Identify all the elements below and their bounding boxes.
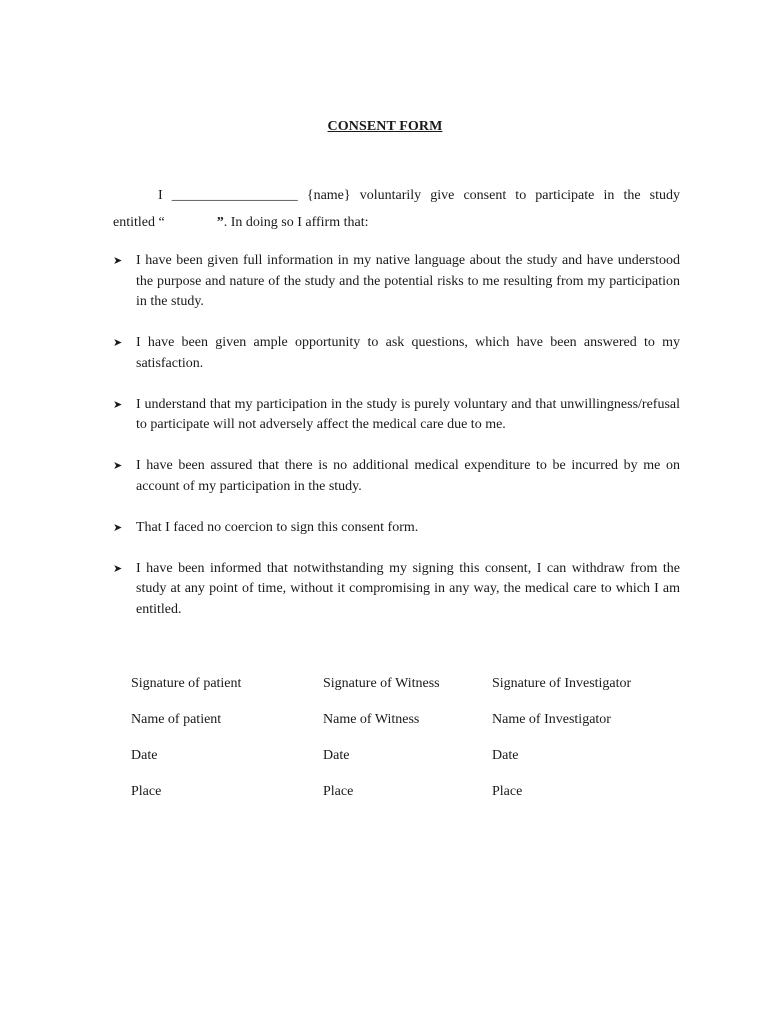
list-item-text: I have been assured that there is no additional medical expenditure to be incurred by me on account of my participation in the study. [136, 458, 680, 494]
arrow-bullet-icon: ➤ [113, 520, 123, 534]
arrow-bullet-icon: ➤ [113, 336, 123, 349]
list-item-text: I have been informed that notwithstanding my signing this consent, I can withdraw from the study at any point of time, without it compromising in any way, the medical care to which I am entitled. [136, 560, 680, 617]
witness-signature-label: Signature of Witness [323, 676, 440, 691]
arrow-bullet-icon: ➤ [113, 459, 123, 472]
witness-name-label: Name of Witness [323, 712, 420, 727]
investigator-date-label: Date [492, 748, 519, 763]
list-item [113, 395, 680, 436]
investigator-signature-label: Signature of Investigator [492, 676, 632, 691]
arrow-bullet-icon: ➤ [113, 397, 123, 411]
list-item-text: I have been given full information in my native language about the study and have understood the purpose and nature of the study and the potential risks to me resulting from my participation in the study. [136, 253, 680, 309]
list-item [113, 456, 680, 497]
patient-date-label: Date [131, 748, 158, 763]
arrow-bullet-icon: ➤ [113, 561, 123, 575]
witness-place-label: Place [323, 784, 354, 799]
list-item-text: I understand that my participation in the study is purely voluntary and that unwillingness/refusal to participate will not adversely affect the medical care due to me. [136, 396, 680, 432]
investigator-place-label: Place [492, 784, 523, 799]
list-item [113, 559, 680, 621]
witness-date-label: Date [323, 748, 350, 763]
patient-signature-label: Signature of patient [131, 676, 242, 691]
list-item-text: That I faced no coercion to sign this consent form. [136, 519, 419, 535]
arrow-bullet-icon: ➤ [113, 254, 123, 267]
patient-place-label: Place [131, 784, 162, 799]
page-title: CONSENT FORM [327, 119, 443, 134]
affirmation-list [113, 251, 680, 641]
list-item-text: I have been given ample opportunity to ask questions, which have been answered to my satisfaction. [136, 335, 680, 371]
investigator-name-label: Name of Investigator [492, 712, 611, 727]
intro-affirm-text: . In doing so I affirm that: [223, 215, 369, 230]
intro-entitled-prefix: entitled “ [113, 215, 165, 230]
intro-closing-quote: ” [216, 215, 224, 230]
patient-name-label: Name of patient [131, 712, 222, 727]
intro-line-2 [113, 213, 368, 233]
list-item [113, 518, 680, 539]
intro-line-1: I __________________ {name} voluntarily give consent to participate in the study [158, 188, 680, 203]
list-item [113, 251, 680, 313]
list-item [113, 333, 680, 374]
